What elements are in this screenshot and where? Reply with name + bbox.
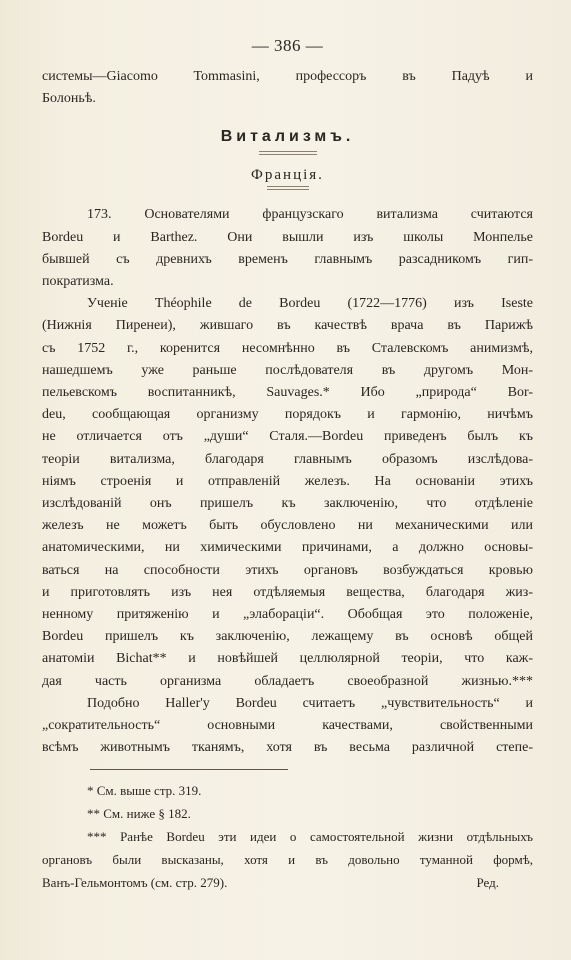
text-line: Подобно Haller'у Bordeu считаетъ „чувствительность“ и [87, 695, 533, 711]
footnote: ** См. ниже § 182. [87, 806, 191, 822]
text-line: deu, сообщающая организму порядокъ и гармонію, ничѣмъ [42, 407, 533, 423]
text-line: Bordeu пришелъ къ заключенію, лежащему въ основѣ общей [42, 629, 533, 645]
text-line: съ 1752 г., коренится несомнѣнно въ Сталевскомъ анимизмѣ, [42, 340, 533, 356]
text-line: „сократительность“ основными качествами, свойственными [42, 718, 533, 734]
text-line: бывшей съ древнихъ временъ главнымъ разсадникомъ гип- [42, 251, 533, 267]
title-ornament [259, 151, 317, 155]
text-line: не отличается отъ „души“ Сталя.—Bordeu приведенъ былъ къ [42, 429, 533, 445]
text-line: изслѣдованій онъ пришелъ къ заключенію, что отдѣленіе [42, 496, 533, 512]
text-line: нашедшемъ уже раньше послѣдователя въ другомъ Мон- [42, 362, 533, 378]
section-subtitle: Франція. [251, 167, 324, 184]
footnotes [42, 780, 533, 894]
footnote: * См. выше стр. 319. [87, 783, 202, 799]
spacer [42, 190, 533, 204]
page-number: — 386 — [251, 36, 324, 55]
text-line: железъ не можетъ быть обусловлено ни механическими или [42, 518, 533, 534]
text-line: ніямъ строенія и отправленій железъ. На основаніи этихъ [42, 473, 533, 489]
text-line: всѣмъ животнымъ тканямъ, хотя въ весьма различной степе- [42, 740, 533, 756]
paragraph [42, 204, 533, 293]
footnote-last-line [42, 872, 533, 895]
text-line: ненному притяженію и „элабораціи“. Обобщая это положеніе, [42, 607, 533, 623]
text-line: теоріи витализма, благодаря главнымъ образомъ изслѣдова- [42, 451, 533, 467]
text-line: ваться на способности этихъ органовъ возбуждаться кровью [42, 562, 533, 578]
footnote-continuation: органовъ были высказаны, хотя и въ довольно туманной формѣ, [42, 851, 533, 867]
text-line: анатомическими, ни химическими причинами, а должно основы- [42, 540, 533, 556]
text-line: (Нижнія Пиренеи), жившаго въ качествѣ врача въ Парижѣ [42, 318, 533, 334]
footnote-continuation: Ванъ-Гельмонтомъ (см. стр. 279). [42, 874, 228, 890]
text-line: системы—Giacomo Tommasini, профессоръ въ Падуѣ и [42, 69, 533, 84]
text-line: и приготовлять изъ нея отдѣляемыя вещества, благодаря жиз- [42, 584, 533, 600]
intro-text-block [42, 66, 533, 110]
text-line: Bordeu и Barthez. Они вышли изъ школы Монпелье [42, 229, 533, 245]
section-title: Витализмъ. [220, 128, 355, 146]
text-line: пократизма. [42, 274, 114, 290]
paragraph [42, 693, 533, 760]
text-line: дая часть организма обладаетъ своеобразной жизнью.*** [42, 673, 533, 689]
text-line: 173. Основателями французскаго витализма считаются [87, 207, 533, 223]
text-line: пельевскомъ воспитанникѣ, Sauvages.* Ибо „природа“ Bor- [42, 385, 533, 401]
text-line: Ученіе Théophile de Bordeu (1722—1776) изъ Iseste [87, 296, 533, 312]
footnote: *** Ранѣе Bordeu эти идеи о самостоятельной жизни отдѣльныхъ [87, 829, 533, 845]
paragraph [42, 293, 533, 693]
footnote-divider [90, 769, 288, 770]
text-line: Болоньѣ. [42, 91, 96, 107]
editor-signature: Ред. [476, 874, 499, 890]
text-line: анатоміи Bichat** и новѣйшей целлюлярной теоріи, что каж- [42, 651, 533, 667]
